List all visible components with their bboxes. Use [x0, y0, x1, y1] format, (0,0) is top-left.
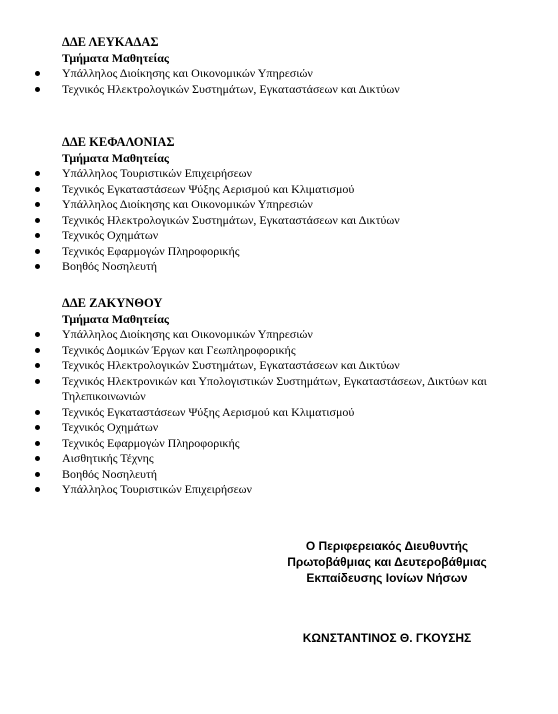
apprenticeship-list — [62, 166, 542, 275]
bullet-icon — [35, 87, 40, 92]
list-item: Τεχνικός Ηλεκτρονικών και Υπολογιστικών Συστημάτων, Εγκαταστάσεων, Δικτύων και Τηλεπικοινωνιών — [62, 374, 542, 405]
list-item: Τεχνικός Εφαρμογών Πληροφορικής — [62, 244, 542, 260]
signature-title-line3: Εκπαίδευσης Ιονίων Νήσων — [306, 571, 468, 585]
bullet-icon — [35, 233, 40, 238]
bullet-icon — [35, 441, 40, 446]
bullet-icon — [35, 472, 40, 477]
list-item: Υπάλληλος Τουριστικών Επιχειρήσεων — [62, 166, 542, 182]
list-item: Βοηθός Νοσηλευτή — [62, 467, 542, 483]
signatory-name: ΚΩΝΣΤΑΝΤΙΝΟΣ Θ. ΓΚΟΥΣΗΣ — [302, 631, 472, 645]
bullet-icon — [35, 363, 40, 368]
list-item: Υπάλληλος Διοίκησης και Οικονομικών Υπηρεσιών — [62, 327, 542, 343]
section-title: ΔΔΕ ΛΕΥΚΑΔΑΣ — [62, 35, 159, 49]
bullet-icon — [35, 379, 40, 384]
list-item: Υπάλληλος Τουριστικών Επιχειρήσεων — [62, 482, 542, 498]
bullet-icon — [35, 332, 40, 337]
bullet-icon — [35, 348, 40, 353]
list-item: Τεχνικός Εγκαταστάσεων Ψύξης Αερισμού και Κλιματισμού — [62, 182, 542, 198]
list-item: Τεχνικός Ηλεκτρολογικών Συστημάτων, Εγκαταστάσεων και Δικτύων — [62, 358, 542, 374]
section-kefalonia — [62, 134, 542, 275]
section-subtitle: Τμήματα Μαθητείας — [62, 312, 169, 326]
bullet-icon — [35, 487, 40, 492]
list-item: Υπάλληλος Διοίκησης και Οικονομικών Υπηρεσιών — [62, 197, 542, 213]
bullet-icon — [35, 71, 40, 76]
bullet-icon — [35, 264, 40, 269]
signature-title-line2: Πρωτοβάθμιας και Δευτεροβάθμιας — [287, 555, 487, 569]
section-title: ΔΔΕ ΚΕΦΑΛΟΝΙΑΣ — [62, 135, 175, 149]
list-item: Τεχνικός Οχημάτων — [62, 420, 542, 436]
bullet-icon — [35, 187, 40, 192]
list-item: Υπάλληλος Διοίκησης και Οικονομικών Υπηρεσιών — [62, 66, 542, 82]
apprenticeship-list — [62, 66, 542, 97]
bullet-icon — [35, 425, 40, 430]
bullet-icon — [35, 171, 40, 176]
signature-block — [262, 538, 512, 586]
list-item: Τεχνικός Οχημάτων — [62, 228, 542, 244]
section-title: ΔΔΕ ΖΑΚΥΝΘΟΥ — [62, 296, 163, 310]
section-zakynthos — [62, 295, 542, 498]
bullet-icon — [35, 202, 40, 207]
section-subtitle: Τμήματα Μαθητείας — [62, 51, 169, 65]
list-item: Τεχνικός Ηλεκτρολογικών Συστημάτων, Εγκαταστάσεων και Δικτύων — [62, 213, 542, 229]
list-item: Βοηθός Νοσηλευτή — [62, 259, 542, 275]
section-lefkada — [62, 34, 542, 97]
list-item: Τεχνικός Εφαρμογών Πληροφορικής — [62, 436, 542, 452]
apprenticeship-list — [62, 327, 542, 498]
section-subtitle: Τμήματα Μαθητείας — [62, 151, 169, 165]
bullet-icon — [35, 218, 40, 223]
list-item: Τεχνικός Δομικών Έργων και Γεωπληροφορικής — [62, 343, 542, 359]
bullet-icon — [35, 249, 40, 254]
bullet-icon — [35, 456, 40, 461]
list-item: Αισθητικής Τέχνης — [62, 451, 542, 467]
signature-title-line1: Ο Περιφερειακός Διευθυντής — [305, 539, 469, 553]
list-item: Τεχνικός Εγκαταστάσεων Ψύξης Αερισμού και Κλιματισμού — [62, 405, 542, 421]
bullet-icon — [35, 410, 40, 415]
list-item: Τεχνικός Ηλεκτρολογικών Συστημάτων, Εγκαταστάσεων και Δικτύων — [62, 82, 542, 98]
